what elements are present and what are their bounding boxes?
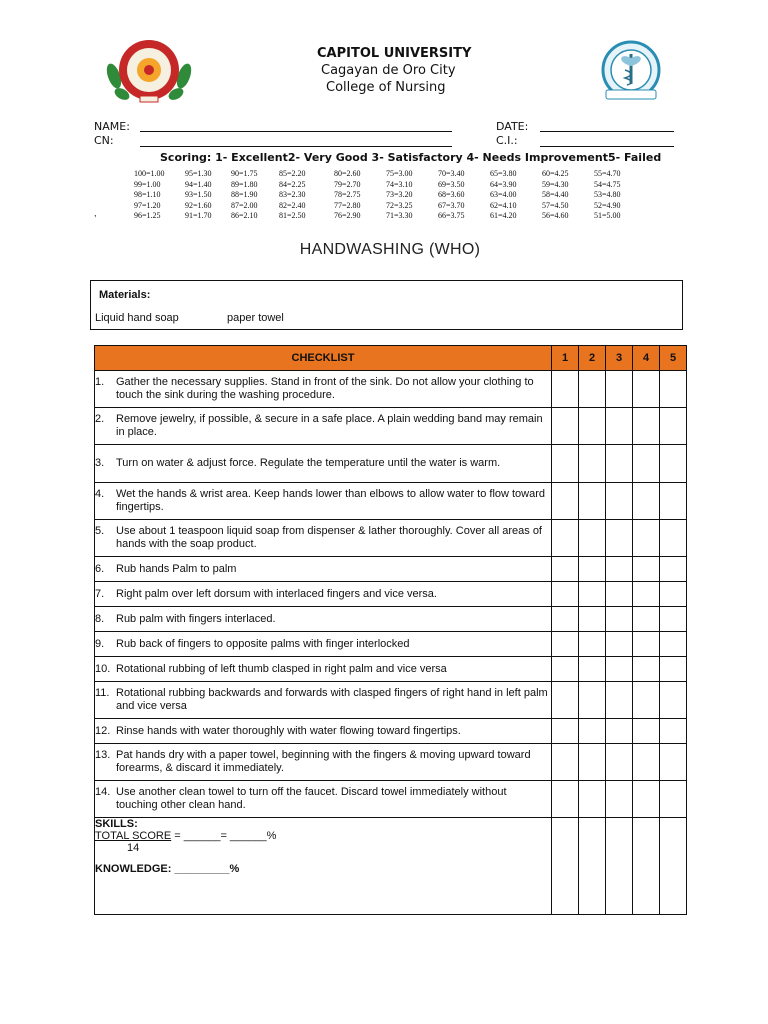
step-number: 1. [95, 376, 105, 388]
score-cell[interactable] [579, 483, 606, 520]
step-cell [95, 557, 552, 582]
score-cell[interactable] [633, 818, 660, 915]
material-item: paper towel [227, 312, 284, 324]
conversion-column [490, 169, 517, 222]
score-cell[interactable] [552, 557, 579, 582]
score-cell[interactable] [660, 818, 687, 915]
header-block [280, 46, 500, 95]
table-row [95, 632, 687, 657]
checklist-header: CHECKLIST [95, 346, 552, 371]
total-score-blanks: = ______= ______% [171, 830, 277, 842]
score-cell[interactable] [606, 483, 633, 520]
conversion-entry: 99=1.00 [134, 179, 161, 189]
score-cell[interactable] [552, 408, 579, 445]
conversion-entry: 81=2.50 [279, 211, 306, 220]
conversion-entry: 92=1.60 [185, 200, 212, 210]
conversion-entry: 51=5.00 [594, 211, 621, 220]
conversion-entry: 70=3.40 [438, 169, 465, 178]
step-text: Rub hands Palm to palm [116, 562, 237, 575]
skills-row [95, 818, 687, 915]
step-number: 8. [95, 612, 105, 625]
conversion-entry: 79=2.70 [334, 179, 361, 189]
score-cell[interactable] [579, 719, 606, 744]
score-cell[interactable] [633, 408, 660, 445]
score-header-4: 4 [633, 346, 660, 371]
score-cell[interactable] [633, 445, 660, 483]
score-cell[interactable] [633, 657, 660, 682]
conversion-entry: 77=2.80 [334, 200, 361, 210]
score-cell[interactable] [579, 744, 606, 781]
table-row [95, 744, 687, 781]
table-row [95, 557, 687, 582]
conversion-entry: 64=3.90 [490, 179, 517, 189]
table-row [95, 607, 687, 632]
conversion-entry: 58=4.40 [542, 190, 569, 199]
university-name: CAPITOL UNIVERSITY [317, 46, 472, 61]
score-cell[interactable] [606, 445, 633, 483]
total-score-label: TOTAL SCORE [95, 830, 172, 842]
conversion-entry: 66=3.75 [438, 211, 465, 220]
step-cell [95, 632, 552, 657]
table-row [95, 483, 687, 520]
conversion-entry: 53=4.80 [594, 190, 621, 199]
step-text: Rub back of fingers to opposite palms with finger interlocked [116, 637, 410, 650]
step-cell [95, 744, 552, 781]
score-cell[interactable] [579, 520, 606, 557]
conversion-entry: 73=3.20 [386, 190, 413, 199]
score-cell[interactable] [552, 520, 579, 557]
conversion-entry: 55=4.70 [594, 169, 621, 178]
conversion-column [438, 169, 465, 222]
step-cell [95, 682, 552, 719]
score-cell[interactable] [633, 520, 660, 557]
knowledge-line [95, 863, 551, 875]
score-cell[interactable] [660, 719, 687, 744]
step-text: Rotational rubbing of left thumb clasped in right palm and vice versa [116, 662, 447, 675]
score-cell[interactable] [552, 483, 579, 520]
conversion-entry: 85=2.20 [279, 169, 306, 178]
city-name: Cagayan de Oro City [321, 63, 456, 78]
step-number: 11. [95, 687, 110, 699]
score-cell[interactable] [633, 781, 660, 818]
step-cell [95, 445, 552, 483]
ci-label: C.I.: [496, 134, 518, 147]
score-cell[interactable] [552, 607, 579, 632]
step-number: 12. [95, 724, 111, 737]
score-cell[interactable] [579, 557, 606, 582]
score-cell[interactable] [579, 818, 606, 915]
step-cell [95, 657, 552, 682]
score-cell[interactable] [606, 408, 633, 445]
step-text: Use another clean towel to turn off the faucet. Discard towel immediately without touching other clean hand. [116, 786, 507, 811]
score-cell[interactable] [552, 719, 579, 744]
score-cell[interactable] [633, 719, 660, 744]
score-cell[interactable] [552, 818, 579, 915]
step-text: Pat hands dry with a paper towel, beginning with the fingers & moving upward toward forearms, & discard it immediately. [116, 749, 531, 774]
conversion-entry: 63=4.00 [490, 190, 517, 199]
score-cell[interactable] [633, 607, 660, 632]
name-field[interactable] [140, 131, 452, 132]
conversion-entry: 94=1.40 [185, 179, 212, 189]
table-row [95, 520, 687, 557]
score-cell[interactable] [606, 607, 633, 632]
table-row [95, 408, 687, 445]
score-cell[interactable] [660, 483, 687, 520]
step-cell [95, 520, 552, 557]
material-item: Liquid hand soap [95, 312, 179, 324]
step-cell [95, 607, 552, 632]
conversion-entry: 98=1.10 [134, 190, 161, 199]
score-cell[interactable] [606, 520, 633, 557]
score-cell[interactable] [660, 632, 687, 657]
score-cell[interactable] [552, 781, 579, 818]
score-cell[interactable] [579, 607, 606, 632]
score-cell[interactable] [606, 632, 633, 657]
conversion-column [134, 169, 165, 222]
step-text: Turn on water & adjust force. Regulate the temperature until the water is warm. [116, 457, 501, 469]
step-text: Right palm over left dorsum with interlaced fingers and vice versa. [116, 587, 437, 600]
table-row [95, 657, 687, 682]
score-cell[interactable] [660, 682, 687, 719]
step-text: Remove jewelry, if possible, & secure in a safe place. A plain wedding band may remain in place. [116, 413, 543, 438]
score-cell[interactable] [579, 657, 606, 682]
conversion-entry: 76=2.90 [334, 211, 361, 220]
conversion-entry: 61=4.20 [490, 211, 517, 220]
score-cell[interactable] [552, 445, 579, 483]
checklist-table [94, 345, 687, 915]
conversion-entry: 56=4.60 [542, 211, 569, 220]
conversion-entry: 57=4.50 [542, 200, 569, 210]
score-cell[interactable] [660, 557, 687, 582]
checklist-header-row [95, 346, 687, 371]
conversion-entry: 67=3.70 [438, 200, 465, 210]
score-cell[interactable] [660, 582, 687, 607]
score-cell[interactable] [660, 781, 687, 818]
conversion-entry: 95=1.30 [185, 169, 212, 178]
score-cell[interactable] [660, 607, 687, 632]
conversion-entry: 82=2.40 [279, 200, 306, 210]
name-label: NAME: [94, 120, 130, 133]
table-row [95, 445, 687, 483]
step-number: 4. [95, 488, 105, 500]
score-header-1: 1 [552, 346, 579, 371]
table-row [95, 582, 687, 607]
conversion-entry: 87=2.00 [231, 200, 258, 210]
step-number: 14. [95, 786, 111, 798]
conversion-entry: 54=4.75 [594, 179, 621, 189]
score-cell[interactable] [660, 371, 687, 408]
step-cell [95, 781, 552, 818]
step-number: 2. [95, 413, 105, 425]
score-cell[interactable] [552, 744, 579, 781]
step-text: Gather the necessary supplies. Stand in front of the sink. Do not allow your clothing to touch the sink during the washing procedure. [116, 376, 534, 401]
conversion-entry: 52=4.90 [594, 200, 621, 210]
score-cell[interactable] [579, 445, 606, 483]
step-text: Wet the hands & wrist area. Keep hands lower than elbows to allow water to flow toward fingertips. [116, 488, 546, 513]
score-cell[interactable] [660, 520, 687, 557]
date-field[interactable] [540, 131, 674, 132]
conversion-entry: 100=1.00 [134, 169, 165, 178]
conversion-entry: 91=1.70 [185, 211, 212, 220]
stray-mark: , [94, 208, 97, 218]
score-cell[interactable] [552, 582, 579, 607]
score-cell[interactable] [660, 408, 687, 445]
score-cell[interactable] [633, 682, 660, 719]
conversion-entry: 74=3.10 [386, 179, 413, 189]
conversion-column [279, 169, 306, 222]
score-cell[interactable] [579, 632, 606, 657]
scoring-legend: Scoring: 1- Excellent2- Very Good 3- Satisfactory 4- Needs Improvement5- Failed [160, 151, 662, 164]
score-cell[interactable] [633, 371, 660, 408]
score-cell[interactable] [660, 657, 687, 682]
conversion-entry: 97=1.20 [134, 200, 161, 210]
conversion-entry: 93=1.50 [185, 190, 212, 199]
score-cell[interactable] [606, 582, 633, 607]
score-header-5: 5 [660, 346, 687, 371]
conversion-entry: 65=3.80 [490, 169, 517, 178]
cn-field[interactable] [140, 146, 452, 147]
score-cell[interactable] [579, 408, 606, 445]
score-cell[interactable] [552, 371, 579, 408]
conversion-column [386, 169, 413, 222]
score-cell[interactable] [606, 781, 633, 818]
conversion-entry: 83=2.30 [279, 190, 306, 199]
score-cell[interactable] [579, 582, 606, 607]
step-cell [95, 582, 552, 607]
score-cell[interactable] [633, 744, 660, 781]
skills-label: SKILLS: [95, 818, 138, 830]
score-cell[interactable] [606, 744, 633, 781]
skills-cell [95, 818, 552, 915]
conversion-column [542, 169, 569, 222]
knowledge-label: KNOWLEDGE: [95, 863, 172, 875]
step-number: 13. [95, 749, 111, 761]
date-label: DATE: [496, 120, 529, 133]
total-score-denominator: 14 [127, 842, 140, 854]
materials-label: Materials: [99, 289, 151, 301]
conversion-entry: 69=3.50 [438, 179, 465, 189]
conversion-column [231, 169, 258, 222]
step-number: 6. [95, 562, 105, 575]
step-text: Rotational rubbing backwards and forwards with clasped fingers of right hand in left palm and vice versa [116, 687, 548, 712]
materials-box [90, 280, 683, 330]
ci-field[interactable] [540, 146, 674, 147]
score-cell[interactable] [579, 781, 606, 818]
college-name: College of Nursing [326, 80, 446, 95]
cn-label: CN: [94, 134, 114, 147]
table-row [95, 781, 687, 818]
step-number: 5. [95, 525, 105, 537]
score-cell[interactable] [606, 719, 633, 744]
score-cell[interactable] [633, 557, 660, 582]
conversion-entry: 86=2.10 [231, 211, 258, 220]
score-cell[interactable] [606, 371, 633, 408]
conversion-entry: 68=3.60 [438, 190, 465, 199]
score-cell[interactable] [633, 582, 660, 607]
step-cell [95, 719, 552, 744]
step-number: 3. [95, 457, 105, 469]
score-cell[interactable] [633, 632, 660, 657]
score-header-2: 2 [579, 346, 606, 371]
conversion-entry: 78=2.75 [334, 190, 361, 199]
step-number: 7. [95, 587, 105, 600]
table-row [95, 371, 687, 408]
conversion-entry: 84=2.25 [279, 179, 306, 189]
step-number: 9. [95, 637, 105, 650]
conversion-entry: 62=4.10 [490, 200, 517, 210]
conversion-column [334, 169, 361, 222]
table-row [95, 719, 687, 744]
score-cell[interactable] [606, 557, 633, 582]
conversion-entry: 72=3.25 [386, 200, 413, 210]
conversion-entry: 90=1.75 [231, 169, 258, 178]
score-cell[interactable] [606, 682, 633, 719]
conversion-entry: 71=3.30 [386, 211, 413, 220]
score-cell[interactable] [579, 371, 606, 408]
score-cell[interactable] [579, 682, 606, 719]
step-text: Rinse hands with water thoroughly with water flowing toward fingertips. [116, 724, 461, 737]
conversion-entry: 60=4.25 [542, 169, 569, 178]
conversion-entry: 89=1.80 [231, 179, 258, 189]
score-cell[interactable] [660, 445, 687, 483]
score-cell[interactable] [552, 657, 579, 682]
score-cell[interactable] [552, 632, 579, 657]
capitol-university-seal [102, 36, 196, 106]
table-row [95, 682, 687, 719]
conversion-entry: 59=4.30 [542, 179, 569, 189]
step-cell [95, 408, 552, 445]
step-text: Use about 1 teaspoon liquid soap from dispenser & lather thoroughly. Cover all areas of hands with the soap product. [116, 525, 542, 550]
score-cell[interactable] [660, 744, 687, 781]
total-score-line [95, 830, 551, 842]
step-cell [95, 483, 552, 520]
step-text: Rub palm with fingers interlaced. [116, 612, 276, 625]
conversion-entry: 88=1.90 [231, 190, 258, 199]
step-cell [95, 371, 552, 408]
score-cell[interactable] [606, 657, 633, 682]
step-number: 10. [95, 662, 111, 675]
score-cell[interactable] [633, 483, 660, 520]
conversion-entry: 96=1.25 [134, 211, 161, 220]
score-cell[interactable] [606, 818, 633, 915]
college-of-nursing-seal [592, 40, 670, 104]
knowledge-blank: _________% [171, 863, 240, 875]
conversion-column [594, 169, 621, 222]
conversion-entry: 80=2.60 [334, 169, 361, 178]
page-title: HANDWASHING (WHO) [299, 241, 481, 258]
score-cell[interactable] [552, 682, 579, 719]
score-header-3: 3 [606, 346, 633, 371]
conversion-entry: 75=3.00 [386, 169, 413, 178]
conversion-column [185, 169, 212, 222]
